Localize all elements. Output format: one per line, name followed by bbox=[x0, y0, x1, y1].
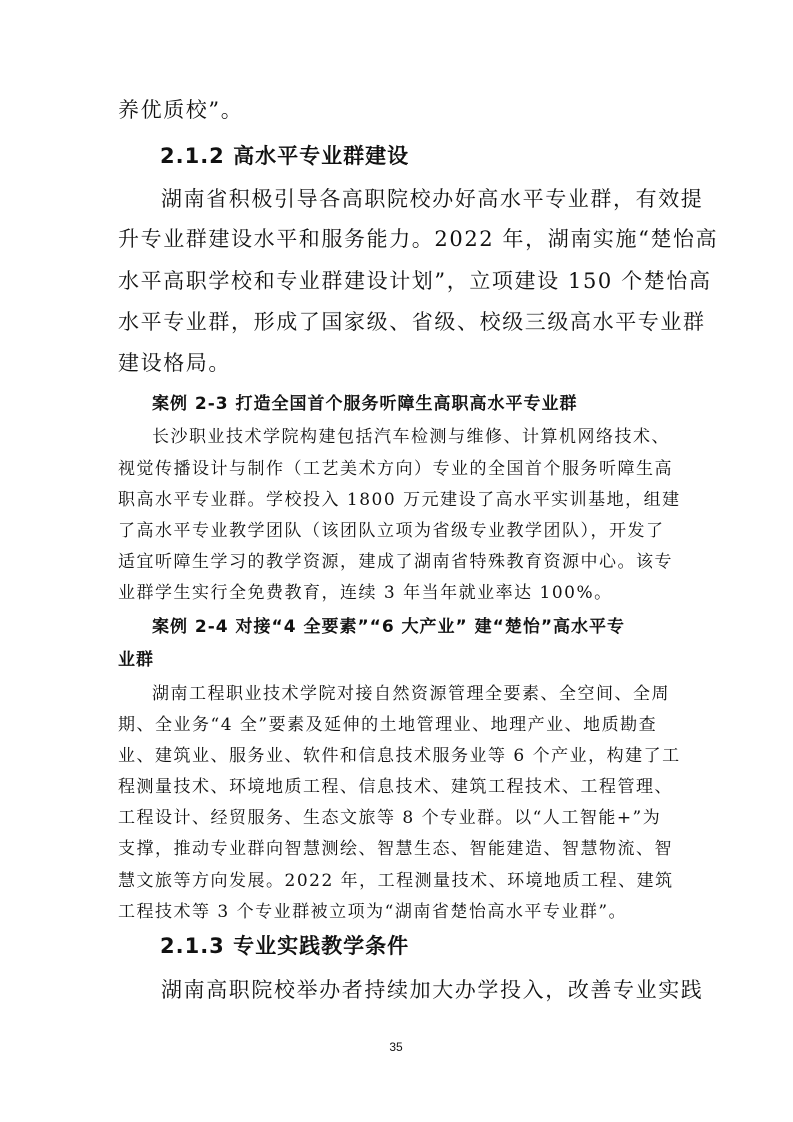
paragraph-line: 水平高职学校和专业群建设计划”，立项建设 150 个楚怡高 bbox=[118, 269, 712, 293]
case-2-3-title: 案例 2-3 打造全国首个服务听障生高职高水平专业群 bbox=[152, 394, 578, 414]
paragraph-line: 建设格局。 bbox=[118, 351, 231, 375]
case-text-line: 了高水平专业教学团队（该团队立项为省级专业教学团队），开发了 bbox=[118, 521, 665, 541]
case-text-line: 业群学生实行全免费教育，连续 3 年当年就业率达 100%。 bbox=[118, 583, 613, 603]
paragraph-line: 水平专业群，形成了国家级、省级、校级三级高水平专业群 bbox=[118, 310, 706, 334]
case-text-line: 程测量技术、环境地质工程、信息技术、建筑工程技术、工程管理、 bbox=[118, 777, 673, 797]
section-heading-2-1-2: 2.1.2 高水平专业群建设 bbox=[160, 144, 410, 168]
paragraph-line: 湖南高职院校举办者持续加大办学投入，改善专业实践 bbox=[161, 978, 704, 1002]
page-number: 35 bbox=[389, 1040, 403, 1054]
case-text-line: 湖南工程职业技术学院对接自然资源管理全要素、全空间、全周 bbox=[152, 684, 670, 704]
case-text-line: 职高水平专业群。学校投入 1800 万元建设了高水平实训基地，组建 bbox=[118, 490, 681, 510]
case-text-line: 长沙职业技术学院构建包括汽车检测与维修、计算机网络技术、 bbox=[152, 427, 670, 447]
case-2-4-title: 案例 2-4 对接“4 全要素”“6 大产业” 建“楚怡”高水平专 bbox=[152, 617, 625, 637]
case-text-line: 工程技术等 3 个专业群被立项为“湖南省楚怡高水平专业群”。 bbox=[118, 902, 628, 922]
case-text-line: 慧文旅等方向发展。2022 年，工程测量技术、环境地质工程、建筑 bbox=[118, 871, 674, 891]
case-text-line: 支撑，推动专业群向智慧测绘、智慧生态、智能建造、智慧物流、智 bbox=[118, 839, 673, 859]
section-heading-2-1-3: 2.1.3 专业实践教学条件 bbox=[160, 934, 410, 958]
case-text-line: 业、建筑业、服务业、软件和信息技术服务业等 6 个产业，构建了工 bbox=[118, 746, 681, 766]
intro-text-line: 养优质校”。 bbox=[118, 98, 244, 122]
paragraph-line: 湖南省积极引导各高职院校办好高水平专业群，有效提 bbox=[161, 187, 704, 211]
case-text-line: 期、全业务“4 全”要素及延伸的土地管理业、地理产业、地质勘查 bbox=[118, 715, 658, 735]
case-text-line: 工程设计、经贸服务、生态文旅等 8 个专业群。以“人工智能+”为 bbox=[118, 808, 662, 828]
paragraph-line: 升专业群建设水平和服务能力。2022 年，湖南实施“楚怡高 bbox=[118, 227, 719, 251]
case-2-4-title-continued: 业群 bbox=[118, 650, 154, 670]
case-text-line: 视觉传播设计与制作（工艺美术方向）专业的全国首个服务听障生高 bbox=[118, 459, 673, 479]
case-text-line: 适宜听障生学习的教学资源，建成了湖南省特殊教育资源中心。该专 bbox=[118, 552, 673, 572]
